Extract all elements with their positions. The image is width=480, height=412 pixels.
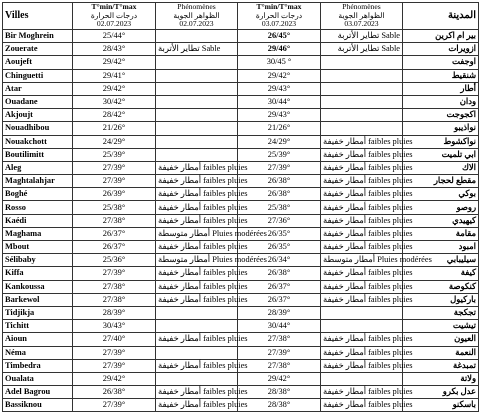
city-name-ar: نواكشوط <box>403 135 479 148</box>
phenomena-day-1: أمطار خفيفة faibles pluies <box>156 267 238 280</box>
temp-day-2: 25/39° <box>238 148 321 161</box>
phenomena-day-1: أمطار خفيفة faibles pluies <box>156 359 238 372</box>
table-row <box>3 109 479 122</box>
temp-day-1: 30/42° <box>73 95 156 108</box>
table-row <box>3 30 479 43</box>
phenomena-day-2: أمطار خفيفة faibles pluies <box>321 346 403 359</box>
phenomena-day-2: أمطار خفيفة faibles pluies <box>321 201 403 214</box>
city-name-fr: Kaédi <box>3 214 73 227</box>
temp-day-2: 29/43° <box>238 109 321 122</box>
phenomena-day-1: أمطار خفيفة faibles pluies <box>156 386 238 399</box>
city-name-fr: Nouakchott <box>3 135 73 148</box>
city-name-fr: Sélibaby <box>3 254 73 267</box>
table-row <box>3 201 479 214</box>
temp-day-1: 29/42° <box>73 82 156 95</box>
temp-day-1: 24/29° <box>73 135 156 148</box>
table-row <box>3 135 479 148</box>
phenomena-day-2 <box>321 82 403 95</box>
table-row <box>3 43 479 56</box>
header-temp-2 <box>238 3 321 30</box>
temp-day-2: 28/38° <box>238 386 321 399</box>
city-name-fr: Boghé <box>3 188 73 201</box>
header-date-3: 03.07.2023 <box>261 19 297 29</box>
phenomena-day-2: أمطار خفيفة faibles pluies <box>321 267 403 280</box>
table-row <box>3 122 479 135</box>
forecast-body <box>3 30 479 412</box>
temp-day-2: 26/35° <box>238 227 321 240</box>
city-name-fr: Aleg <box>3 161 73 174</box>
phenomena-day-1: أمطار خفيفة faibles pluies <box>156 175 238 188</box>
forecast-table <box>2 2 479 412</box>
header-madina: المدينة <box>403 3 479 30</box>
temp-day-2: 26/38° <box>238 175 321 188</box>
temp-day-2: 26/38° <box>238 267 321 280</box>
phenomena-day-2: أمطار خفيفة faibles pluies <box>321 214 403 227</box>
header-temp-2-fr: T°min/T°max <box>256 2 302 12</box>
temp-day-1: 27/39° <box>73 161 156 174</box>
temp-day-1: 26/39° <box>73 188 156 201</box>
city-name-ar: باسكنو <box>403 399 479 412</box>
temp-day-1: 21/26° <box>73 122 156 135</box>
temp-day-1: 26/38° <box>73 386 156 399</box>
city-name-fr: Rosso <box>3 201 73 214</box>
city-name-fr: Kiffa <box>3 267 73 280</box>
temp-day-2: 27/39° <box>238 161 321 174</box>
city-name-ar: تمبدغة <box>403 359 479 372</box>
city-name-fr: Bir Moghrein <box>3 30 73 43</box>
temp-day-1: 26/37° <box>73 227 156 240</box>
header-date-1: 02.07.2023 <box>96 19 132 29</box>
header-phen-2-ar: الظواهر الجوية <box>338 10 385 20</box>
temp-day-1: 27/39° <box>73 175 156 188</box>
phenomena-day-2: أمطار خفيفة faibles pluies <box>321 135 403 148</box>
phenomena-day-2: أمطار خفيفة faibles pluies <box>321 148 403 161</box>
city-name-fr: Bassiknou <box>3 399 73 412</box>
header-temp-2-ar: درجات الحرارة <box>255 10 303 20</box>
temp-day-1: 28/39° <box>73 306 156 319</box>
phenomena-day-2 <box>321 109 403 122</box>
phenomena-day-2: تطاير الأتربة Sable <box>321 30 403 43</box>
phenomena-day-2: أمطار متوسطة Pluies modérées <box>321 254 403 267</box>
phenomena-day-1 <box>156 95 238 108</box>
phenomena-day-2: أمطار خفيفة faibles pluies <box>321 227 403 240</box>
temp-day-2: 28/38° <box>238 399 321 412</box>
phenomena-day-1 <box>156 30 238 43</box>
temp-day-2: 25/38° <box>238 201 321 214</box>
temp-day-1: 30/43° <box>73 320 156 333</box>
temp-day-1: 27/38° <box>73 280 156 293</box>
table-row <box>3 227 479 240</box>
temp-day-1: 29/42° <box>73 372 156 385</box>
city-name-fr: Kankoussa <box>3 280 73 293</box>
city-name-fr: Maghama <box>3 227 73 240</box>
city-name-fr: Maghtalahjar <box>3 175 73 188</box>
header-phen-1-fr: Phénomènes <box>177 2 216 12</box>
header-phenomena-2 <box>321 3 403 30</box>
phenomena-day-2: أمطار خفيفة faibles pluies <box>321 161 403 174</box>
city-name-ar: ابي تلميت <box>403 148 479 161</box>
temp-day-1: 27/38° <box>73 293 156 306</box>
city-name-ar: اوجفت <box>403 56 479 69</box>
temp-day-1: 28/42° <box>73 109 156 122</box>
phenomena-day-1: أمطار خفيفة faibles pluies <box>156 161 238 174</box>
phenomena-day-1: أمطار خفيفة faibles pluies <box>156 333 238 346</box>
temp-day-1: 28/43° <box>73 43 156 56</box>
city-name-ar: امبود <box>403 241 479 254</box>
city-name-ar: تيشيت <box>403 320 479 333</box>
temp-day-2: 21/26° <box>238 122 321 135</box>
phenomena-day-1 <box>156 135 238 148</box>
city-name-ar: بوكي <box>403 188 479 201</box>
temp-day-2: 28/39° <box>238 306 321 319</box>
table-row <box>3 254 479 267</box>
city-name-fr: Mbout <box>3 241 73 254</box>
city-name-ar: ودان <box>403 95 479 108</box>
temp-day-2: 27/38° <box>238 333 321 346</box>
city-name-fr: Nouadhibou <box>3 122 73 135</box>
temp-day-2: 27/36° <box>238 214 321 227</box>
city-name-fr: Tidjikja <box>3 306 73 319</box>
table-row <box>3 372 479 385</box>
header-temp-1-ar: درجات الحرارة <box>90 10 138 20</box>
table-row <box>3 214 479 227</box>
phenomena-day-2: أمطار خفيفة faibles pluies <box>321 280 403 293</box>
phenomena-day-1: أمطار خفيفة faibles pluies <box>156 280 238 293</box>
city-name-fr: Tichitt <box>3 320 73 333</box>
city-name-ar: النعمة <box>403 346 479 359</box>
phenomena-day-2 <box>321 95 403 108</box>
table-row <box>3 56 479 69</box>
phenomena-day-1: أمطار متوسطة Pluies modérées <box>156 254 238 267</box>
city-name-ar: شنقيط <box>403 69 479 82</box>
city-name-fr: Timbedra <box>3 359 73 372</box>
phenomena-day-1: أمطار خفيفة faibles pluies <box>156 214 238 227</box>
temp-day-2: 29/42° <box>238 372 321 385</box>
header-temp-1 <box>73 3 156 30</box>
phenomena-day-1 <box>156 122 238 135</box>
table-row <box>3 95 479 108</box>
city-name-ar: العيون <box>403 333 479 346</box>
city-name-ar: باركيول <box>403 293 479 306</box>
city-name-ar: عدل بكرو <box>403 386 479 399</box>
phenomena-day-1 <box>156 56 238 69</box>
temp-day-1: 27/39° <box>73 399 156 412</box>
header-date-4: 03.07.2023 <box>344 19 379 29</box>
phenomena-day-1 <box>156 346 238 359</box>
phenomena-day-1 <box>156 82 238 95</box>
temp-day-1: 27/39° <box>73 346 156 359</box>
header-phenomena-1 <box>156 3 238 30</box>
table-row <box>3 399 479 412</box>
temp-day-1: 27/39° <box>73 359 156 372</box>
temp-day-1: 27/40° <box>73 333 156 346</box>
temp-day-2: 29/43° <box>238 82 321 95</box>
temp-day-2: 26/37° <box>238 293 321 306</box>
header-villes: Villes <box>3 3 73 30</box>
temp-day-1: 27/39° <box>73 267 156 280</box>
city-name-ar: كيفة <box>403 267 479 280</box>
phenomena-day-1: أمطار خفيفة faibles pluies <box>156 399 238 412</box>
table-row <box>3 346 479 359</box>
city-name-ar: مقطع لحجار <box>403 175 479 188</box>
table-row <box>3 175 479 188</box>
city-name-fr: Akjoujt <box>3 109 73 122</box>
phenomena-day-2: أمطار خفيفة faibles pluies <box>321 241 403 254</box>
temp-day-2: 26/34° <box>238 254 321 267</box>
temp-day-1: 29/41° <box>73 69 156 82</box>
temp-day-1: 29/42° <box>73 56 156 69</box>
header-date-2: 02.07.2023 <box>179 19 214 29</box>
city-name-ar: ولاتة <box>403 372 479 385</box>
table-row <box>3 82 479 95</box>
temp-day-1: 25/39° <box>73 148 156 161</box>
city-name-ar: كيهيدي <box>403 214 479 227</box>
city-name-fr: Atar <box>3 82 73 95</box>
city-name-ar: ازويرات <box>403 43 479 56</box>
phenomena-day-2: أمطار خفيفة faibles pluies <box>321 175 403 188</box>
header-phen-2-fr: Phénomènes <box>342 2 381 12</box>
temp-day-2: 29/42° <box>238 69 321 82</box>
city-name-fr: Chinguetti <box>3 69 73 82</box>
phenomena-day-1 <box>156 320 238 333</box>
phenomena-day-1: أمطار خفيفة faibles pluies <box>156 201 238 214</box>
city-name-ar: الاك <box>403 161 479 174</box>
temp-day-2: 27/38° <box>238 359 321 372</box>
city-name-fr: Aoujeft <box>3 56 73 69</box>
temp-day-1: 27/38° <box>73 214 156 227</box>
phenomena-day-1: تطاير الأتربة Sable <box>156 43 238 56</box>
temp-day-1: 25/36° <box>73 254 156 267</box>
temp-day-1: 25/38° <box>73 201 156 214</box>
phenomena-day-2: أمطار خفيفة faibles pluies <box>321 359 403 372</box>
phenomena-day-1 <box>156 306 238 319</box>
city-name-fr: Oualata <box>3 372 73 385</box>
table-row <box>3 148 479 161</box>
phenomena-day-2: تطاير الأتربة Sable <box>321 43 403 56</box>
city-name-ar: روصو <box>403 201 479 214</box>
city-name-fr: Adel Bagrou <box>3 386 73 399</box>
city-name-fr: Aioun <box>3 333 73 346</box>
city-name-fr: Boutilimitt <box>3 148 73 161</box>
temp-day-2: 26/38° <box>238 188 321 201</box>
city-name-ar: بير ام اكرين <box>403 30 479 43</box>
temp-day-2: 26/35° <box>238 241 321 254</box>
city-name-ar: مقامة <box>403 227 479 240</box>
phenomena-day-2 <box>321 306 403 319</box>
city-name-ar: أطار <box>403 82 479 95</box>
phenomena-day-2 <box>321 56 403 69</box>
city-name-fr: Barkewol <box>3 293 73 306</box>
table-row <box>3 188 479 201</box>
phenomena-day-1: أمطار متوسطة Pluies modérées <box>156 227 238 240</box>
temp-day-2: 27/39° <box>238 346 321 359</box>
phenomena-day-1: أمطار خفيفة faibles pluies <box>156 241 238 254</box>
phenomena-day-2 <box>321 372 403 385</box>
table-row <box>3 359 479 372</box>
temp-day-2: 30/44° <box>238 95 321 108</box>
table-row <box>3 293 479 306</box>
table-row <box>3 267 479 280</box>
phenomena-day-2: أمطار خفيفة faibles pluies <box>321 333 403 346</box>
city-name-fr: Ouadane <box>3 95 73 108</box>
table-row <box>3 280 479 293</box>
city-name-ar: تجكجة <box>403 306 479 319</box>
temp-day-2: 24/29° <box>238 135 321 148</box>
city-name-ar: سيليبابي <box>403 254 479 267</box>
table-row <box>3 306 479 319</box>
temp-day-2: 30/44° <box>238 320 321 333</box>
table-row <box>3 69 479 82</box>
city-name-ar: كنكوصة <box>403 280 479 293</box>
phenomena-day-1: أمطار خفيفة faibles pluies <box>156 293 238 306</box>
temp-day-2: 26/37° <box>238 280 321 293</box>
table-row <box>3 241 479 254</box>
temp-day-2: 26/45° <box>238 30 321 43</box>
phenomena-day-2 <box>321 122 403 135</box>
city-name-ar: اكجوجت <box>403 109 479 122</box>
phenomena-day-2: أمطار خفيفة faibles pluies <box>321 293 403 306</box>
phenomena-day-2: أمطار خفيفة faibles pluies <box>321 188 403 201</box>
phenomena-day-1 <box>156 69 238 82</box>
phenomena-day-1 <box>156 109 238 122</box>
city-name-fr: Zouerate <box>3 43 73 56</box>
header-phen-1-ar: الظواهر الجوية <box>173 10 220 20</box>
city-name-ar: نواذيبو <box>403 122 479 135</box>
temp-day-1: 26/37° <box>73 241 156 254</box>
city-name-fr: Néma <box>3 346 73 359</box>
header-row <box>3 3 479 30</box>
phenomena-day-2 <box>321 69 403 82</box>
table-row <box>3 320 479 333</box>
temp-day-1: 25/44° <box>73 30 156 43</box>
phenomena-day-1 <box>156 372 238 385</box>
table-row <box>3 161 479 174</box>
table-row <box>3 333 479 346</box>
temp-day-2: 29/46° <box>238 43 321 56</box>
phenomena-day-2: أمطار خفيفة faibles pluies <box>321 386 403 399</box>
phenomena-day-1 <box>156 148 238 161</box>
phenomena-day-2 <box>321 320 403 333</box>
header-temp-1-fr: T°min/T°max <box>91 2 137 12</box>
phenomena-day-2: أمطار خفيفة faibles pluies <box>321 399 403 412</box>
temp-day-2: 30/45 ° <box>238 56 321 69</box>
phenomena-day-1: أمطار خفيفة faibles pluies <box>156 188 238 201</box>
table-row <box>3 386 479 399</box>
